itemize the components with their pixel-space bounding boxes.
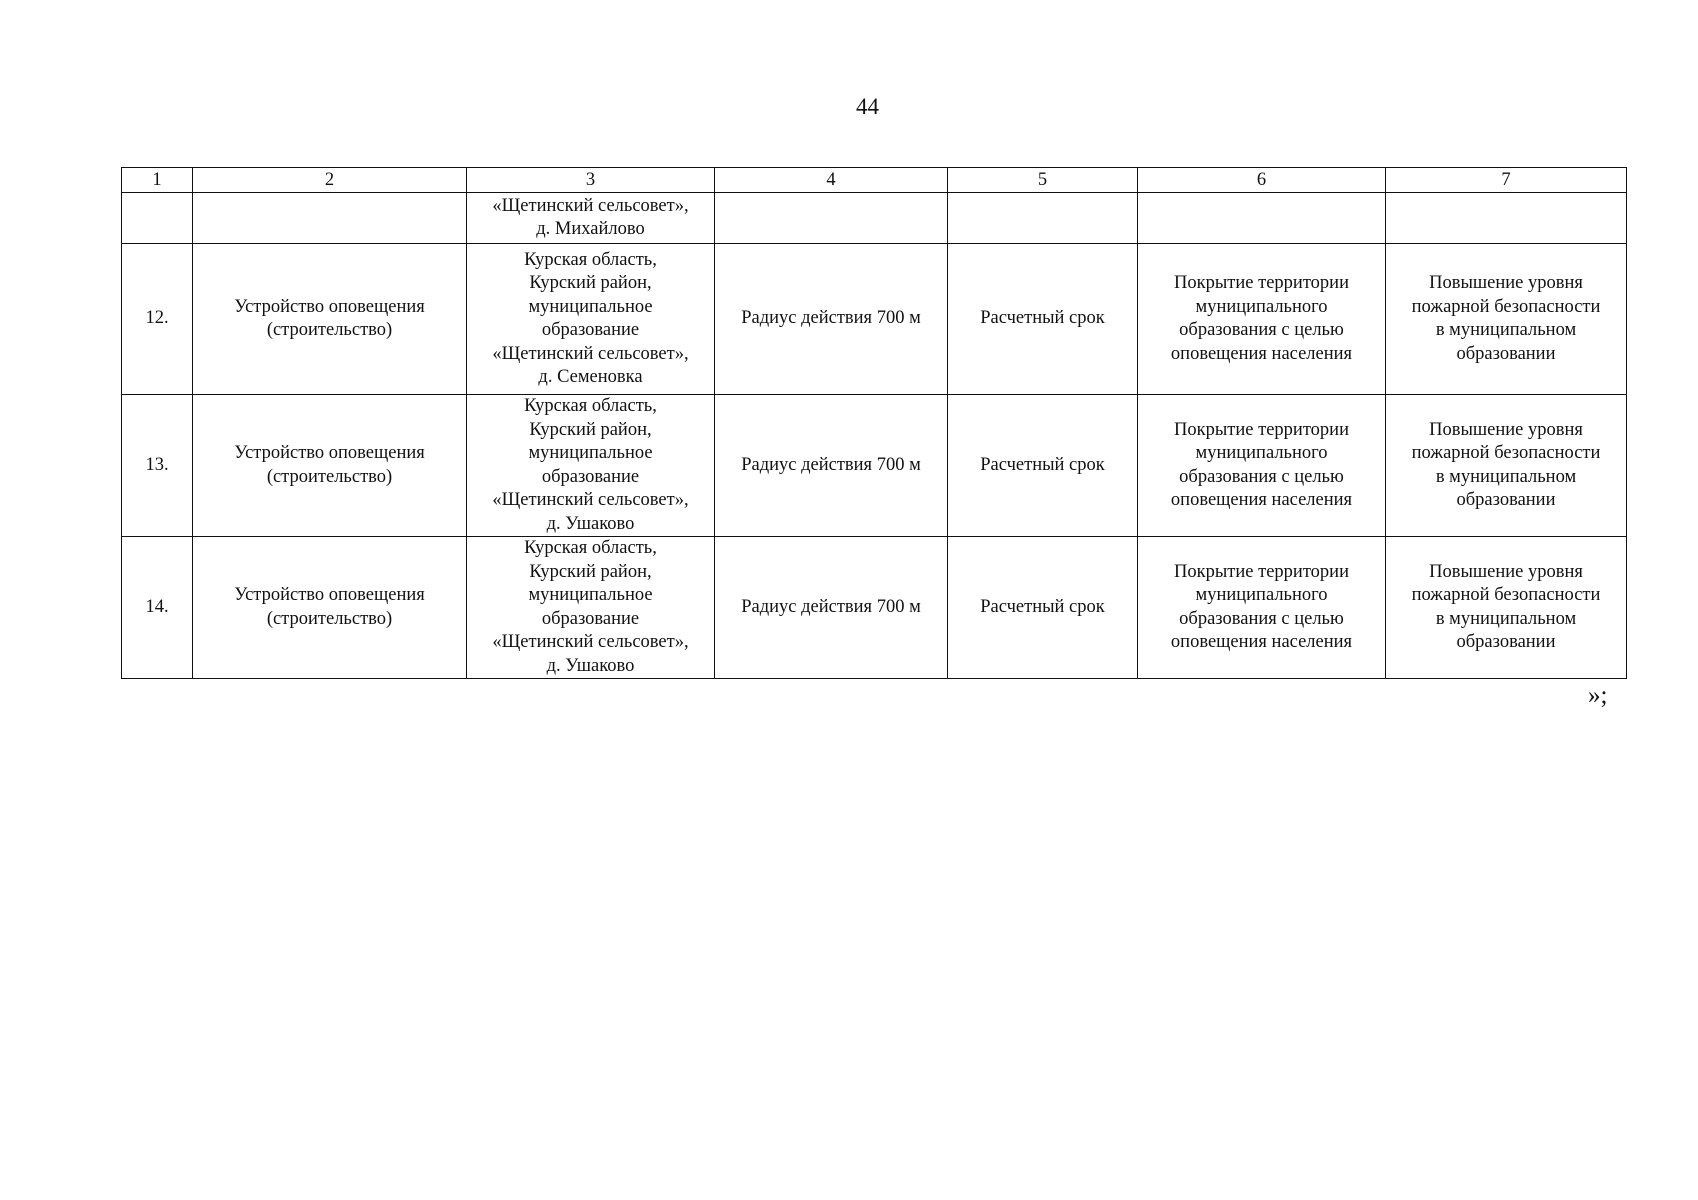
text-line: д. Ушаково xyxy=(546,655,635,676)
empty-cell xyxy=(122,193,193,244)
text-line: Курская область, xyxy=(524,249,657,270)
location-cell xyxy=(467,537,715,679)
text-line: Повышение уровня xyxy=(1429,273,1583,293)
text-line: «Щетинский сельсовет», xyxy=(492,343,689,364)
text-line: в муниципальном xyxy=(1435,608,1577,629)
text-line: д. Семеновка xyxy=(538,367,643,387)
text-line: образования с целью xyxy=(1179,466,1344,487)
text-line: Повышение уровня xyxy=(1429,561,1583,582)
measure-name-cell xyxy=(193,537,467,679)
text-line: Устройство оповещения xyxy=(234,296,425,317)
text-line: в муниципальном xyxy=(1435,320,1577,340)
empty-cell xyxy=(715,193,948,244)
parameter-cell: Радиус действия 700 м xyxy=(715,537,948,679)
continuation-row xyxy=(122,193,1627,244)
text-line: оповещения населения xyxy=(1170,343,1353,364)
text-line: образовании xyxy=(1456,632,1556,652)
column-number-cell: 3 xyxy=(467,168,715,193)
measure-name-cell xyxy=(193,244,467,395)
column-number-cell: 1 xyxy=(122,168,193,193)
empty-cell xyxy=(1138,193,1386,244)
text-line: муниципального xyxy=(1195,585,1328,605)
text-line: (строительство) xyxy=(266,320,393,340)
parameter-cell: Радиус действия 700 м xyxy=(715,395,948,537)
text-line: Покрытие территории xyxy=(1174,273,1349,293)
parameter-cell: Радиус действия 700 м xyxy=(715,244,948,395)
empty-cell xyxy=(948,193,1138,244)
text-line: Курская область, xyxy=(524,396,657,416)
page-number: 44 xyxy=(856,94,879,119)
text-line: Повышение уровня xyxy=(1429,419,1583,440)
table-row xyxy=(122,244,1627,395)
text-line: образование xyxy=(541,320,640,340)
column-number-cell: 2 xyxy=(193,168,467,193)
text-line: муниципального xyxy=(1195,296,1328,317)
text-line: образования с целью xyxy=(1179,320,1344,340)
empty-cell xyxy=(1386,193,1627,244)
text-line: Покрытие территории xyxy=(1174,419,1349,440)
text-line: Устройство оповещения xyxy=(234,443,425,463)
row-number-cell: 12. xyxy=(122,244,193,395)
text-line: Курский район, xyxy=(529,561,652,582)
text-line: Курская область, xyxy=(524,538,657,558)
term-cell: Расчетный срок xyxy=(948,537,1138,679)
column-number-cell: 5 xyxy=(948,168,1138,193)
effect-cell xyxy=(1386,244,1627,395)
text-line: образование xyxy=(541,608,640,629)
text-line: пожарной безопасности xyxy=(1411,296,1601,317)
text-line: (строительство) xyxy=(266,608,393,629)
closing-quote-mark: »; xyxy=(1588,682,1608,709)
term-cell: Расчетный срок xyxy=(948,395,1138,537)
text-line: оповещения населения xyxy=(1170,632,1353,652)
measures-table xyxy=(121,167,1627,679)
text-line: Курский район, xyxy=(529,273,652,293)
text-line: образовании xyxy=(1456,343,1556,364)
table-row xyxy=(122,395,1627,537)
measure-name-cell xyxy=(193,395,467,537)
column-number-row xyxy=(122,168,1627,193)
location-cell xyxy=(467,395,715,537)
effect-cell xyxy=(1386,395,1627,537)
text-line: пожарной безопасности xyxy=(1411,585,1601,605)
text-line: «Щетинский сельсовет», xyxy=(492,490,689,510)
text-line: д. Ушаково xyxy=(546,513,635,534)
text-line: оповещения населения xyxy=(1170,490,1353,510)
text-line: муниципального xyxy=(1195,443,1328,463)
goal-cell xyxy=(1138,395,1386,537)
text-line: «Щетинский сельсовет», xyxy=(492,632,689,652)
text-line: Курский район, xyxy=(529,419,652,440)
table-row xyxy=(122,537,1627,679)
row-number-cell: 13. xyxy=(122,395,193,537)
text-line: муниципальное xyxy=(528,585,653,605)
goal-cell xyxy=(1138,244,1386,395)
term-cell: Расчетный срок xyxy=(948,244,1138,395)
text-line: Покрытие территории xyxy=(1174,561,1349,582)
text-line: муниципальное xyxy=(528,296,653,317)
text-line: «Щетинский сельсовет», xyxy=(492,195,689,216)
text-line: пожарной безопасности xyxy=(1411,443,1601,463)
row-number-cell: 14. xyxy=(122,537,193,679)
text-line: образования с целью xyxy=(1179,608,1344,629)
text-line: образование xyxy=(541,466,640,487)
text-line: д. Михайлово xyxy=(536,219,645,239)
column-number-cell: 4 xyxy=(715,168,948,193)
goal-cell xyxy=(1138,537,1386,679)
text-line: Устройство оповещения xyxy=(234,585,425,605)
text-line: образовании xyxy=(1456,490,1556,510)
empty-cell xyxy=(193,193,467,244)
text-line: муниципальное xyxy=(528,443,653,463)
column-number-cell: 7 xyxy=(1386,168,1627,193)
location-cell xyxy=(467,193,715,244)
effect-cell xyxy=(1386,537,1627,679)
column-number-cell: 6 xyxy=(1138,168,1386,193)
text-line: в муниципальном xyxy=(1435,466,1577,487)
text-line: (строительство) xyxy=(266,466,393,487)
location-cell xyxy=(467,244,715,395)
